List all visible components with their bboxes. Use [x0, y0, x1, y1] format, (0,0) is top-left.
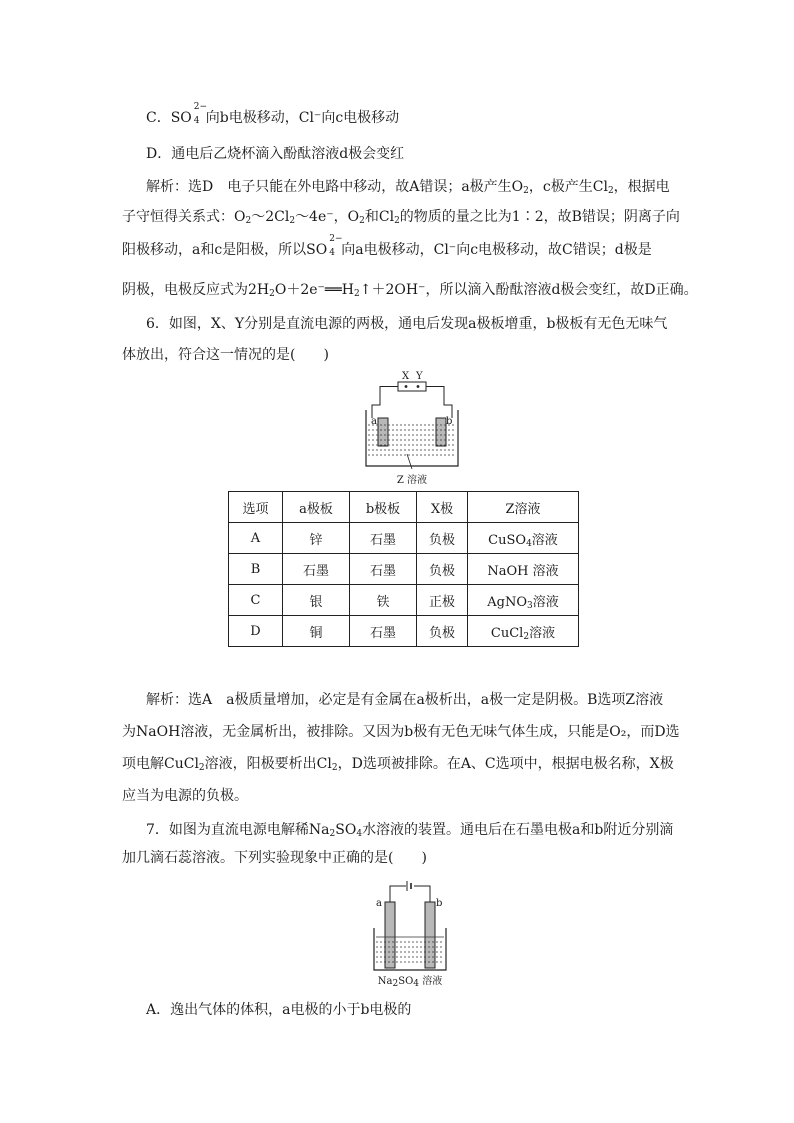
table-header: a极板	[283, 492, 350, 523]
figure-caption: Z 溶液	[396, 475, 428, 486]
text: ，根据电	[613, 179, 670, 195]
text: C．SO	[146, 110, 192, 126]
analysis-6-line-3	[122, 754, 674, 774]
text: 阴极，电极反应式为2H	[122, 282, 270, 298]
text: ～2Cl	[251, 209, 290, 225]
table-header: Z溶液	[468, 492, 579, 523]
analysis-line-4	[122, 280, 698, 300]
subscript: 4	[356, 829, 363, 839]
table-cell: B	[229, 554, 283, 585]
table-cell	[468, 616, 579, 647]
table-cell	[468, 585, 579, 616]
subscript: 2	[523, 631, 530, 642]
question-7-line-2: 加几滴石蕊溶液。下列实验现象中正确的是( )	[122, 850, 427, 866]
figure-caption	[372, 972, 448, 987]
text: 子守恒得关系式：O	[122, 209, 246, 225]
table-cell: D	[229, 616, 283, 647]
text: AgNO	[487, 594, 527, 610]
text: 水溶液的装置。通电后在石墨电极a和b附近分别滴	[362, 822, 674, 838]
text: 溶液	[529, 625, 556, 641]
table-row	[229, 554, 579, 585]
subscript: 2	[329, 829, 336, 839]
subscript: 2	[607, 186, 614, 196]
table-row	[229, 585, 579, 616]
table-cell: 负极	[417, 616, 468, 647]
text: SO	[335, 822, 357, 838]
text: 项电解CuCl	[122, 756, 199, 772]
options-table	[228, 491, 579, 647]
text: 解析：选D 电子只能在外电路中移动，故A错误；a极产生O	[146, 179, 524, 195]
electrode-a-label: a	[371, 416, 377, 427]
electrolysis-cell-diagram	[372, 876, 448, 972]
text: Na	[377, 976, 393, 987]
subscript: 4	[413, 979, 420, 989]
text: 的物质的量之比为1∶2，故B错误；阴离子向	[399, 209, 680, 225]
electrode-b-label: b	[436, 898, 443, 909]
subscript: 2	[289, 216, 296, 226]
analysis-6-line-1: 解析：选A a极质量增加，必定是有金属在a极析出，a极一定是阴极。B选项Z溶液	[146, 692, 664, 708]
analysis-6-line-4: 应当为电源的负极。	[122, 788, 248, 804]
table-cell: C	[229, 585, 283, 616]
analysis-line-1	[146, 177, 670, 197]
table-cell: 石墨	[350, 554, 417, 585]
table-cell: 铜	[283, 616, 350, 647]
table-header: 选项	[229, 492, 283, 523]
subscript: 2	[198, 763, 205, 773]
table-cell: NaOH 溶液	[468, 554, 579, 585]
subscript: 2	[245, 216, 252, 226]
subscript: 4	[329, 248, 335, 258]
text: ，D选项被排除。在A、C选项中，根据电极名称，X极	[337, 756, 674, 772]
option-d-line: D．通电后乙烧杯滴入酚酞溶液d极会变红	[146, 146, 405, 162]
text: CuSO	[488, 532, 527, 548]
subscript: 4	[193, 116, 200, 126]
text: 向b电极移动，Cl⁻向c电极移动	[205, 110, 400, 126]
text: ↑＋2OH⁻，所以滴入酚酞溶液d极会变红，故D正确。	[359, 282, 698, 298]
text: SO	[398, 976, 414, 987]
table-cell: 正极	[417, 585, 468, 616]
table-cell: 银	[283, 585, 350, 616]
subscript: 4	[526, 538, 532, 549]
table-cell	[468, 523, 579, 554]
subscript: 2	[394, 216, 400, 226]
text: 溶液	[419, 976, 443, 987]
text: 和Cl	[364, 209, 395, 225]
text: 溶液	[531, 532, 558, 548]
table-cell: 负极	[417, 523, 468, 554]
text: 溶液	[532, 594, 559, 610]
table-header-row	[229, 492, 579, 523]
text: CuCl	[490, 625, 524, 641]
sulfate-ion-script	[327, 234, 343, 260]
table-cell: A	[229, 523, 283, 554]
electrolysis-figure-2	[372, 876, 448, 988]
superscript: 2−	[193, 102, 208, 112]
table-header: b极板	[350, 492, 417, 523]
table-cell: 负极	[417, 554, 468, 585]
subscript: 3	[527, 600, 533, 611]
table-row	[229, 523, 579, 554]
question-6-line-1: 6．如图，X、Y分别是直流电源的两极，通电后发现a极板增重，b极板有无色无味气	[146, 316, 668, 332]
superscript: 2−	[329, 234, 343, 244]
sulfate-ion-script	[192, 102, 208, 128]
text: ～4e⁻，O	[295, 209, 360, 225]
pole-y-label: Y	[416, 371, 423, 382]
pole-x-label: X	[402, 371, 410, 382]
subscript: 2	[354, 289, 360, 299]
table-cell: 石墨	[350, 523, 417, 554]
table-cell: 石墨	[350, 616, 417, 647]
subscript: 2	[523, 186, 529, 196]
subscript: 2	[359, 216, 365, 226]
analysis-6-line-2: 为NaOH溶液，无金属析出，被排除。又因为b极有无色无味气体生成，只能是O₂，而D选	[122, 724, 680, 740]
text: ，c极产生Cl	[528, 179, 608, 195]
subscript: 2	[331, 763, 338, 773]
table-header: X极	[417, 492, 468, 523]
text: 溶液，阳极要析出Cl	[204, 756, 332, 772]
subscript: 2	[269, 289, 275, 299]
electrode-b-label: b	[446, 416, 453, 427]
electrode-a-label: a	[376, 898, 382, 909]
text: 阳极移动，a和c是阳极，所以SO	[122, 242, 328, 258]
text: 7．如图为直流电源电解稀Na	[146, 822, 330, 838]
text: O＋2e⁻══H	[274, 282, 354, 298]
option-c-line	[146, 102, 400, 128]
table-cell: 铁	[350, 585, 417, 616]
question-7-line-1	[146, 820, 673, 840]
table-cell: 石墨	[283, 554, 350, 585]
question-7-option-a: A．逸出气体的体积，a电极的小于b电极的	[146, 1002, 412, 1018]
question-6-line-2: 体放出，符合这一情况的是( )	[122, 347, 329, 363]
electrolysis-figure-1	[360, 370, 464, 485]
analysis-line-3	[122, 234, 652, 260]
subscript: 2	[392, 979, 399, 989]
table-row	[229, 616, 579, 647]
text: 向a电极移动，Cl⁻向c电极移动，故C错误；d极是	[341, 242, 652, 258]
analysis-line-2	[122, 207, 680, 227]
table-cell: 锌	[283, 523, 350, 554]
